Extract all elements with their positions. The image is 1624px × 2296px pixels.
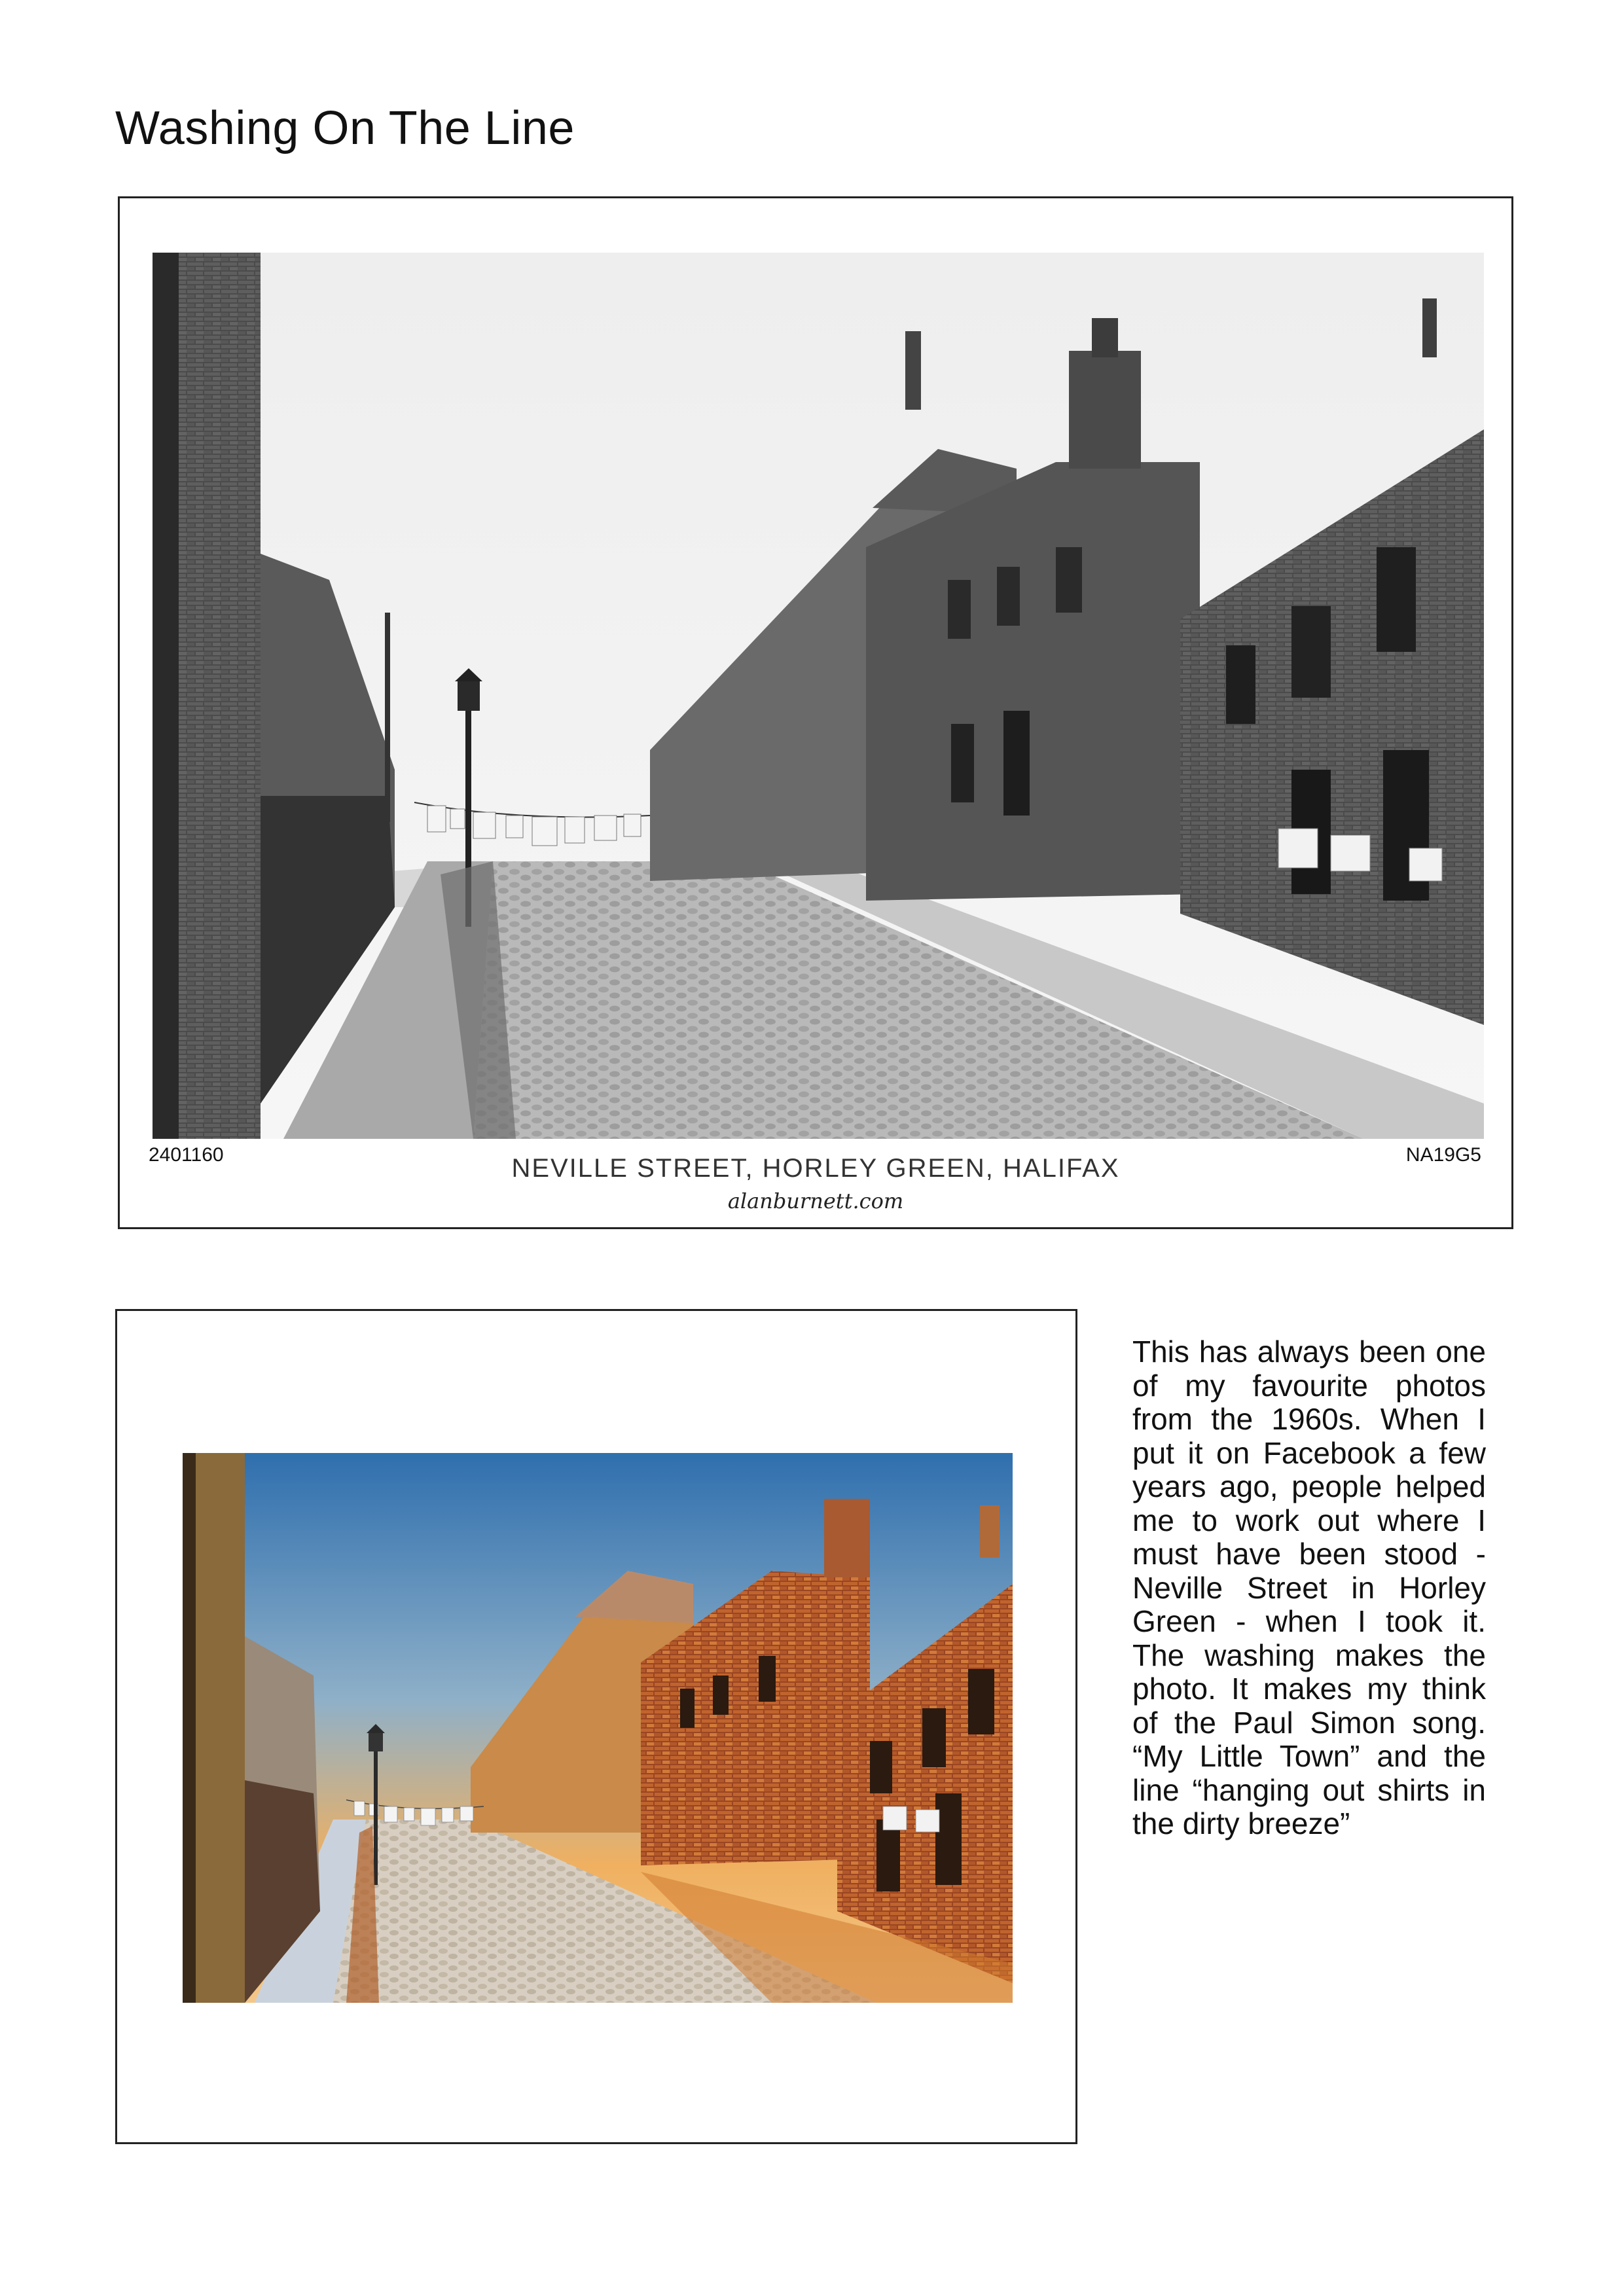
print-caption: NEVILLE STREET, HORLEY GREEN, HALIFAX [511,1154,1120,1183]
street-painting-color [183,1453,1013,2003]
street-photo-bw [153,253,1484,1139]
page-title: Washing On The Line [115,102,575,154]
description-text: This has always been one of my favourite photos from the 1960s. When I put it on Facebook a few years ago, people helped me to work out where I must have been stood - Neville Street in Horley Green - when I took it. The washing makes the photo. It makes my think of the Paul Simon song. “My Little Town” and the line “hanging out shirts in the dirty breeze” [1132,1335,1486,1840]
photographer-signature: alanburnett.com [727,1189,904,1213]
print-card-color [115,1309,1077,2144]
print-card-bw [118,196,1513,1229]
print-code-right: NA19G5 [1405,1144,1481,1166]
print-code-left: 2401160 [149,1144,224,1166]
